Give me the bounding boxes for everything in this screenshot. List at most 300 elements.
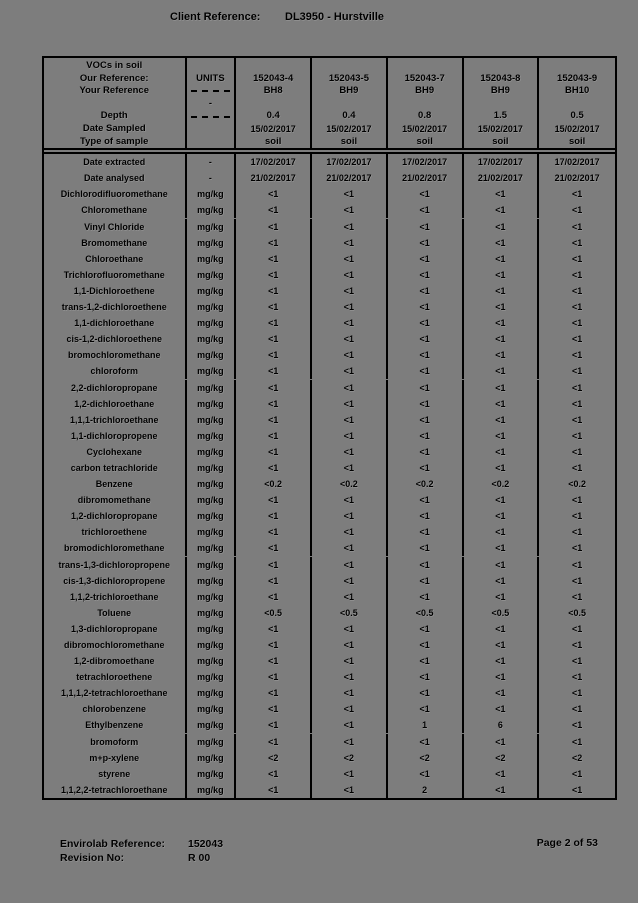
analyte-name: Date analysed	[44, 170, 187, 186]
table-row	[44, 315, 615, 331]
analyte-units: mg/kg	[187, 299, 237, 315]
result-value: <0.5	[236, 605, 312, 621]
analyte-units: mg/kg	[187, 363, 237, 379]
result-value: <1	[236, 428, 312, 444]
table-row	[44, 717, 615, 733]
table-row	[44, 701, 615, 717]
your-reference-label: Your Reference	[79, 85, 149, 97]
result-value: <1	[236, 380, 312, 396]
result-value: <1	[388, 766, 464, 782]
result-value: <1	[388, 428, 464, 444]
result-value: <1	[312, 573, 388, 589]
result-value: <1	[388, 589, 464, 605]
result-value: <2	[464, 750, 540, 766]
analyte-name: Chloroethane	[44, 251, 187, 267]
analyte-name: Cyclohexane	[44, 444, 187, 460]
result-value: 21/02/2017	[388, 170, 464, 186]
result-value: <1	[572, 784, 583, 795]
result-value: <1	[572, 334, 583, 345]
result-value: <1	[572, 543, 583, 554]
result-value: <1	[312, 251, 388, 267]
header-label-column	[44, 58, 187, 148]
table-row	[44, 251, 615, 267]
result-value: <1	[388, 444, 464, 460]
result-value: <1	[464, 202, 540, 218]
table-row	[44, 476, 615, 492]
result-value: <1	[464, 444, 540, 460]
result-value: <1	[236, 685, 312, 701]
sample-depth: 0.4	[342, 110, 356, 122]
result-value: <1	[572, 720, 583, 731]
result-value: <1	[312, 653, 388, 669]
analyte-units: mg/kg	[187, 444, 237, 460]
result-value: 17/02/2017	[236, 154, 312, 170]
header-spacer	[44, 98, 185, 111]
sample-borehole: BH9	[490, 85, 510, 97]
analyte-name: 1,1-dichloroethane	[44, 315, 187, 331]
header-spacer	[187, 60, 235, 73]
result-value: <1	[464, 492, 540, 508]
analyte-units: mg/kg	[187, 621, 237, 637]
analyte-units: mg/kg	[187, 669, 237, 685]
table-row	[44, 508, 615, 524]
result-value: <1	[312, 460, 388, 476]
table-row	[44, 605, 615, 621]
analyte-name: 1,2-dichloropropane	[44, 508, 187, 524]
result-value: <1	[236, 283, 312, 299]
analyte-name: dibromochloromethane	[44, 637, 187, 653]
result-value: <1	[236, 251, 312, 267]
analyte-name: Toluene	[44, 605, 187, 621]
result-value: <1	[572, 511, 583, 522]
analyte-name: 1,3-dichloropropane	[44, 621, 187, 637]
result-value: <1	[464, 621, 540, 637]
result-value: 21/02/2017	[312, 170, 388, 186]
result-value: <1	[312, 283, 388, 299]
analyte-name: 1,2-dibromoethane	[44, 653, 187, 669]
result-value: <1	[236, 701, 312, 717]
analyte-units: mg/kg	[187, 637, 237, 653]
result-value: <1	[572, 672, 583, 683]
result-value: <1	[572, 253, 583, 264]
result-value: <1	[572, 302, 583, 313]
table-row	[44, 750, 615, 766]
result-value: <1	[464, 557, 540, 573]
result-value: <1	[388, 331, 464, 347]
result-value: <1	[464, 766, 540, 782]
analyte-units: mg/kg	[187, 766, 237, 782]
table-row	[44, 186, 615, 202]
result-value: <1	[312, 331, 388, 347]
result-value: <1	[572, 736, 583, 747]
table-row	[44, 444, 615, 460]
result-value: <1	[312, 315, 388, 331]
table-row	[44, 283, 615, 299]
result-value: <1	[236, 669, 312, 685]
sample-type: soil	[416, 135, 433, 147]
analyte-name: trans-1,3-dichloropropene	[44, 557, 187, 573]
result-value: <1	[464, 219, 540, 235]
result-value: <1	[312, 235, 388, 251]
table-row	[44, 154, 615, 170]
analyte-units: mg/kg	[187, 315, 237, 331]
analyte-name: m+p-xylene	[44, 750, 187, 766]
result-value: <1	[388, 363, 464, 379]
table-row	[44, 557, 615, 573]
result-value: <1	[312, 202, 388, 218]
result-value: <1	[312, 267, 388, 283]
analyte-name: 1,1,1,2-tetrachloroethane	[44, 685, 187, 701]
sample-id: 152043-4	[253, 72, 294, 84]
result-value: <1	[388, 637, 464, 653]
table-row	[44, 235, 615, 251]
result-value: <2	[236, 750, 312, 766]
table-row	[44, 219, 615, 235]
sample-id: 152043-9	[557, 72, 598, 84]
analyte-name: 1,1,1-trichloroethane	[44, 412, 187, 428]
result-value: <1	[236, 363, 312, 379]
result-value: <1	[236, 653, 312, 669]
sample-depth: 0.4	[266, 110, 280, 122]
result-value: <1	[236, 396, 312, 412]
sample-borehole: BH8	[263, 85, 283, 97]
result-value: <1	[388, 460, 464, 476]
result-value: <1	[572, 414, 583, 425]
sample-type: soil	[492, 135, 509, 147]
result-value: <1	[572, 591, 583, 602]
analyte-name: Bromomethane	[44, 235, 187, 251]
result-value: <1	[572, 446, 583, 457]
table-row	[44, 331, 615, 347]
result-value: <1	[572, 269, 583, 280]
table-row	[44, 766, 615, 782]
result-value: <1	[236, 766, 312, 782]
analyte-name: carbon tetrachloride	[44, 460, 187, 476]
analyte-units: mg/kg	[187, 508, 237, 524]
result-value: <0.2	[312, 476, 388, 492]
type-of-sample-label: Type of sample	[80, 135, 149, 147]
analyte-name: bromoform	[44, 734, 187, 750]
result-value: <0.2	[236, 476, 312, 492]
result-value: <1	[312, 589, 388, 605]
analyte-units: mg/kg	[187, 186, 237, 202]
result-value: <1	[236, 621, 312, 637]
table-row	[44, 637, 615, 653]
table-row	[44, 524, 615, 540]
result-value: <1	[464, 186, 540, 202]
sample-depth: 1.5	[493, 110, 507, 122]
result-value: <1	[572, 688, 583, 699]
analyte-units: mg/kg	[187, 347, 237, 363]
result-value: <1	[236, 540, 312, 556]
result-value: <1	[464, 315, 540, 331]
client-reference-label: Client Reference:	[170, 11, 261, 23]
analyte-units: mg/kg	[187, 782, 237, 798]
header-spacer	[388, 60, 462, 73]
analyte-name: 1,2-dichloroethane	[44, 396, 187, 412]
result-value: <1	[388, 573, 464, 589]
result-value: 21/02/2017	[554, 173, 600, 184]
analyte-units: mg/kg	[187, 460, 237, 476]
analyte-units: mg/kg	[187, 685, 237, 701]
analyte-units: mg/kg	[187, 380, 237, 396]
analyte-name: dibromomethane	[44, 492, 187, 508]
sample-depth: 0.5	[570, 110, 584, 122]
result-value: <1	[312, 299, 388, 315]
result-value: 17/02/2017	[388, 154, 464, 170]
analyte-name: 1,1-Dichloroethene	[44, 283, 187, 299]
analyte-name: chloroform	[44, 363, 187, 379]
header-spacer	[187, 123, 235, 136]
result-value: <1	[572, 623, 583, 634]
result-value: <1	[572, 559, 583, 570]
result-value: <1	[388, 412, 464, 428]
page-number: Page 2 of 53	[536, 837, 598, 849]
analyte-units: mg/kg	[187, 540, 237, 556]
analyte-name: Benzene	[44, 476, 187, 492]
sample-date-sampled: 15/02/2017	[477, 123, 523, 134]
sample-column-header	[388, 58, 464, 148]
table-row	[44, 379, 615, 395]
analyte-name: 1,1,2,2-tetrachloroethane	[44, 782, 187, 798]
result-value: <1	[312, 701, 388, 717]
result-value: 2	[388, 782, 464, 798]
client-reference	[170, 11, 384, 23]
analyte-units: mg/kg	[187, 557, 237, 573]
result-value: <1	[312, 412, 388, 428]
analyte-units: mg/kg	[187, 219, 237, 235]
result-value: <1	[388, 299, 464, 315]
table-row	[44, 170, 615, 186]
analyte-name: trichloroethene	[44, 524, 187, 540]
result-value: <1	[236, 717, 312, 733]
envirolab-reference-label: Envirolab Reference:	[60, 838, 166, 850]
units-divider-line	[187, 110, 235, 123]
result-value: <1	[464, 524, 540, 540]
analyte-name: 1,1,2-trichloroethane	[44, 589, 187, 605]
result-value: <1	[236, 331, 312, 347]
analyte-name: Ethylbenzene	[44, 717, 187, 733]
sample-type: soil	[265, 135, 282, 147]
analyte-name: cis-1,3-dichloropropene	[44, 573, 187, 589]
sample-id: 152043-8	[480, 72, 521, 84]
analyte-units: mg/kg	[187, 492, 237, 508]
result-value: <1	[464, 782, 540, 798]
result-value: <1	[464, 235, 540, 251]
result-value: <0.2	[388, 476, 464, 492]
result-value: <1	[236, 573, 312, 589]
header-spacer	[539, 60, 615, 73]
result-value: <1	[572, 495, 583, 506]
result-value: <1	[464, 251, 540, 267]
analyte-units: mg/kg	[187, 283, 237, 299]
result-value: <1	[464, 396, 540, 412]
units-label: UNITS	[196, 72, 225, 84]
result-value: <1	[572, 382, 583, 393]
result-value: <1	[312, 396, 388, 412]
result-value: <1	[572, 575, 583, 586]
sample-column-header	[312, 58, 388, 148]
analyte-units: mg/kg	[187, 717, 237, 733]
result-value: <0.5	[388, 605, 464, 621]
result-value: <1	[572, 221, 583, 232]
sample-column-header	[236, 58, 312, 148]
table-title: VOCs in soil	[86, 60, 143, 71]
table-row	[44, 653, 615, 669]
result-value: <1	[388, 508, 464, 524]
result-value: <1	[464, 347, 540, 363]
result-value: <1	[236, 186, 312, 202]
result-value: 17/02/2017	[464, 154, 540, 170]
header-spacer	[464, 60, 538, 73]
analyte-units: mg/kg	[187, 235, 237, 251]
result-value: <1	[236, 235, 312, 251]
result-value: <1	[312, 524, 388, 540]
date-sampled-label: Date Sampled	[82, 122, 146, 134]
result-value: <1	[312, 508, 388, 524]
result-value: <1	[312, 363, 388, 379]
table-header	[44, 58, 615, 150]
result-value: 17/02/2017	[312, 154, 388, 170]
result-value: <1	[236, 524, 312, 540]
result-value: <1	[236, 267, 312, 283]
result-value: <1	[312, 717, 388, 733]
result-value: <1	[464, 637, 540, 653]
result-value: <1	[312, 540, 388, 556]
result-value: <1	[236, 637, 312, 653]
result-value: <1	[312, 685, 388, 701]
result-value: <1	[388, 540, 464, 556]
result-value: <1	[464, 283, 540, 299]
header-spacer	[388, 98, 462, 111]
result-value: <1	[464, 363, 540, 379]
result-value: <0.5	[568, 607, 587, 618]
result-value: <1	[388, 685, 464, 701]
analyte-name: 1,1-dichloropropene	[44, 428, 187, 444]
result-value: <1	[312, 428, 388, 444]
result-value: <1	[388, 524, 464, 540]
header-spacer	[539, 98, 615, 111]
table-body	[44, 152, 615, 798]
sample-column-header	[539, 58, 615, 148]
result-value: <1	[388, 492, 464, 508]
result-value: <1	[572, 704, 583, 715]
table-row	[44, 589, 615, 605]
result-value: <1	[236, 508, 312, 524]
sample-date-sampled: 15/02/2017	[402, 123, 448, 134]
result-value: <1	[388, 186, 464, 202]
table-row	[44, 460, 615, 476]
result-value: <0.2	[568, 479, 587, 490]
result-value: <1	[312, 621, 388, 637]
sample-type: soil	[568, 135, 586, 147]
result-value: <1	[236, 460, 312, 476]
sample-date-sampled: 15/02/2017	[326, 123, 372, 134]
result-value: 1	[388, 717, 464, 733]
analyte-units: mg/kg	[187, 524, 237, 540]
sample-borehole: BH9	[415, 85, 435, 97]
analyte-units: mg/kg	[187, 734, 237, 750]
result-value: <1	[236, 347, 312, 363]
result-value: <1	[464, 685, 540, 701]
table-row	[44, 685, 615, 701]
units-dash: -	[208, 97, 212, 109]
result-value: <1	[464, 460, 540, 476]
result-value: <1	[464, 428, 540, 444]
sample-borehole: BH10	[564, 85, 590, 97]
revision-value: R 00	[188, 852, 211, 864]
result-value: <1	[236, 315, 312, 331]
result-value: <1	[312, 347, 388, 363]
analyte-units: mg/kg	[187, 428, 237, 444]
result-value: <1	[572, 205, 583, 216]
analyte-name: Date extracted	[44, 154, 187, 170]
sample-depth: 0.8	[418, 110, 432, 122]
header-spacer	[464, 98, 538, 111]
result-value: <2	[572, 752, 583, 763]
result-value: <1	[464, 508, 540, 524]
table-row	[44, 492, 615, 508]
result-value: 6	[464, 717, 540, 733]
table-row	[44, 412, 615, 428]
result-value: <1	[236, 557, 312, 573]
analyte-name: bromochloromethane	[44, 347, 187, 363]
analyte-name: Dichlorodifluoromethane	[44, 186, 187, 202]
table-row	[44, 782, 615, 798]
analyte-units: mg/kg	[187, 412, 237, 428]
result-value: <1	[572, 366, 583, 377]
result-value: <1	[312, 380, 388, 396]
result-value: <1	[572, 656, 583, 667]
result-value: <0.5	[464, 605, 540, 621]
our-reference-label: Our Reference:	[79, 72, 149, 84]
table-row	[44, 267, 615, 283]
analyte-units: mg/kg	[187, 331, 237, 347]
sample-date-sampled: 15/02/2017	[554, 123, 600, 134]
result-value: <1	[464, 589, 540, 605]
result-value: <1	[236, 202, 312, 218]
analyte-name: Trichlorofluoromethane	[44, 267, 187, 283]
result-value: <1	[388, 283, 464, 299]
voc-results-table	[42, 56, 617, 800]
sample-date-sampled: 15/02/2017	[250, 123, 296, 134]
analyte-units: mg/kg	[187, 267, 237, 283]
result-value: <1	[388, 701, 464, 717]
header-spacer	[312, 60, 386, 73]
result-value: <1	[572, 768, 583, 779]
sample-column-header	[464, 58, 540, 148]
result-value: <1	[572, 189, 583, 200]
result-value: <1	[388, 396, 464, 412]
result-value: <1	[388, 202, 464, 218]
analyte-units: mg/kg	[187, 202, 237, 218]
result-value: <1	[236, 492, 312, 508]
result-value: <1	[236, 782, 312, 798]
result-value: <1	[312, 219, 388, 235]
units-divider-line	[187, 85, 235, 98]
analyte-units: mg/kg	[187, 396, 237, 412]
result-value: <1	[388, 669, 464, 685]
table-row	[44, 621, 615, 637]
table-row	[44, 428, 615, 444]
result-value: <1	[464, 734, 540, 750]
table-row	[44, 299, 615, 315]
analyte-units: mg/kg	[187, 573, 237, 589]
header-spacer	[187, 136, 235, 149]
analyte-units: mg/kg	[187, 589, 237, 605]
envirolab-reference-value: 152043	[188, 838, 224, 850]
result-value: <2	[388, 750, 464, 766]
